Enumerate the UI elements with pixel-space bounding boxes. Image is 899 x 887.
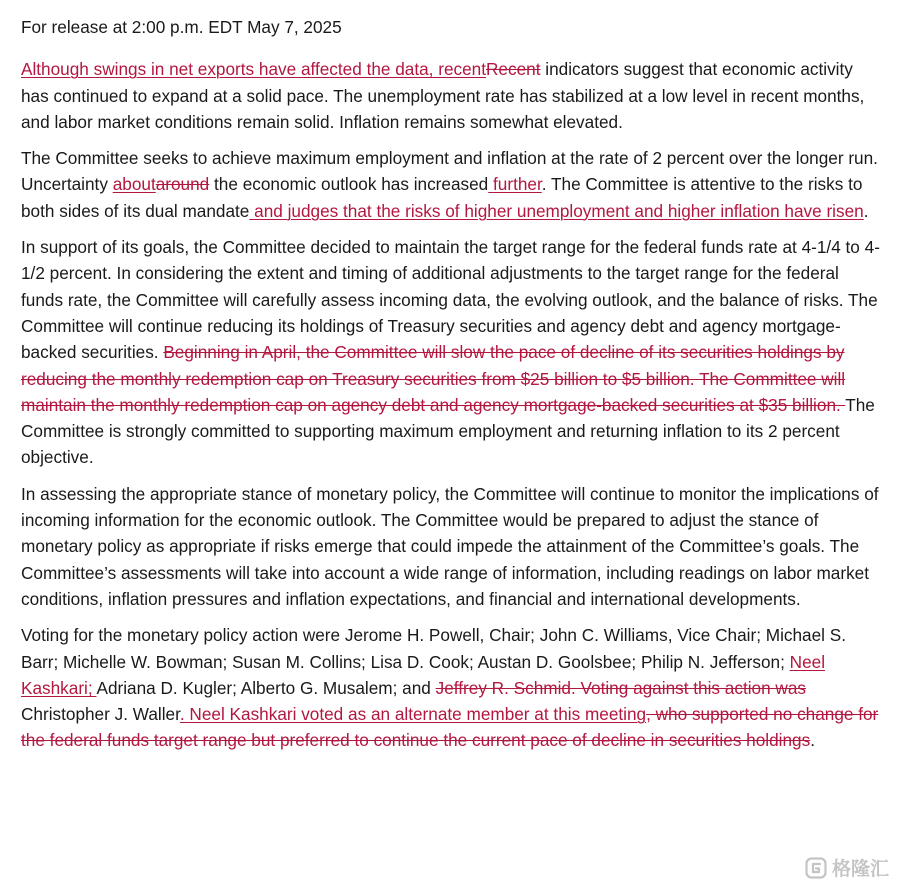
paragraph-text: In assessing the appropriate stance of monetary policy, the Committee will continue to monitor the implications of incoming information for the economic outlook. The Committee would be prepared to adjust the stance of monetary policy as appropriate if risks emerge that could impede the attainment of the Committee’s goals. The Committee’s assessments will take into account a wide range of information, including readings on labor market conditions, inflation pressures and inflation expectations, and financial and international developments. [21, 483, 879, 609]
paragraph-text: . The Committee is attentive to the risks to both sides of its dual mandate [21, 174, 863, 221]
deleted-text: around [155, 174, 210, 195]
inserted-text: . Neel Kashkari voted as an alternate member at this meeting [179, 704, 647, 725]
deleted-text: , who supported no change for the federal funds target range but preferred to continue the current pace of decline in securities holdings [21, 704, 879, 751]
paragraph-text: Adriana D. Kugler; Alberto G. Musalem; and [96, 677, 436, 698]
paragraph-text: Voting for the monetary policy action were Jerome H. Powell, Chair; John C. Williams, Vice Chair; Michael S. Barr; Michelle W. Bowman; Susan M. Collins; Lisa D. Cook; Austan D. Goolsbee; Philip N. Jefferson; [21, 625, 847, 672]
inserted-text: Neel Kashkari; [21, 651, 826, 698]
inserted-text: Although swings in net exports have affected the data, recent [21, 59, 487, 80]
paragraph-voting [21, 622, 883, 753]
paragraph-text: . [810, 730, 815, 751]
paragraph-economic-activity [21, 56, 883, 135]
paragraph-policy-stance [21, 481, 883, 612]
paragraph-text: In support of its goals, the Committee decided to maintain the target range for the federal funds rate at 4-1/4 to 4-1/2 percent. In considering the extent and timing of additional adjustments to the target range for the federal funds rate, the Committee will carefully assess incoming data, the evolving outlook, and the balance of risks. The Committee will continue reducing its holdings of Treasury securities and agency debt and agency mortgage-backed securities. [21, 237, 880, 363]
paragraph-text: The Committee is strongly committed to supporting maximum employment and returning inflation to its 2 percent objective. [21, 394, 875, 468]
gelonghui-logo-icon [805, 857, 827, 879]
inserted-text: about [112, 174, 156, 195]
paragraph-text: indicators suggest that economic activity has continued to expand at a solid pace. The unemployment rate has stabilized at a low level in recent months, and labor market conditions remain solid. Inflation remains somewhat elevated. [21, 59, 865, 132]
deleted-text: Recent [486, 59, 541, 80]
paragraph-committee-goals [21, 145, 883, 224]
paragraph-text: . [863, 200, 869, 221]
release-line: For release at 2:00 p.m. EDT May 7, 2025 [21, 17, 342, 37]
watermark-text: 格隆汇 [831, 858, 889, 880]
paragraph-text: The Committee seeks to achieve maximum employment and inflation at the rate of 2 percent over the longer run. Uncertainty [21, 148, 878, 195]
deleted-text: Beginning in April, the Committee will slow the pace of decline of its securities holdings by reducing the monthly redemption cap on Treasury securities from $25 billion to $5 billion. The Committee will maintain the monthly redemption cap on agency debt and agency mortgage-backed securities at $35 billion. [21, 342, 846, 415]
watermark [805, 854, 889, 881]
inserted-text: further [488, 174, 542, 195]
document-body [21, 14, 883, 764]
paragraph-policy-decision [21, 234, 883, 471]
paragraph-text: the economic outlook has increased [209, 174, 489, 195]
deleted-text: Jeffrey R. Schmid. Voting against this action was [435, 677, 806, 698]
inserted-text: and judges that the risks of higher unemployment and higher inflation have risen [249, 200, 864, 221]
paragraph-text: Christopher J. Waller [21, 704, 180, 725]
